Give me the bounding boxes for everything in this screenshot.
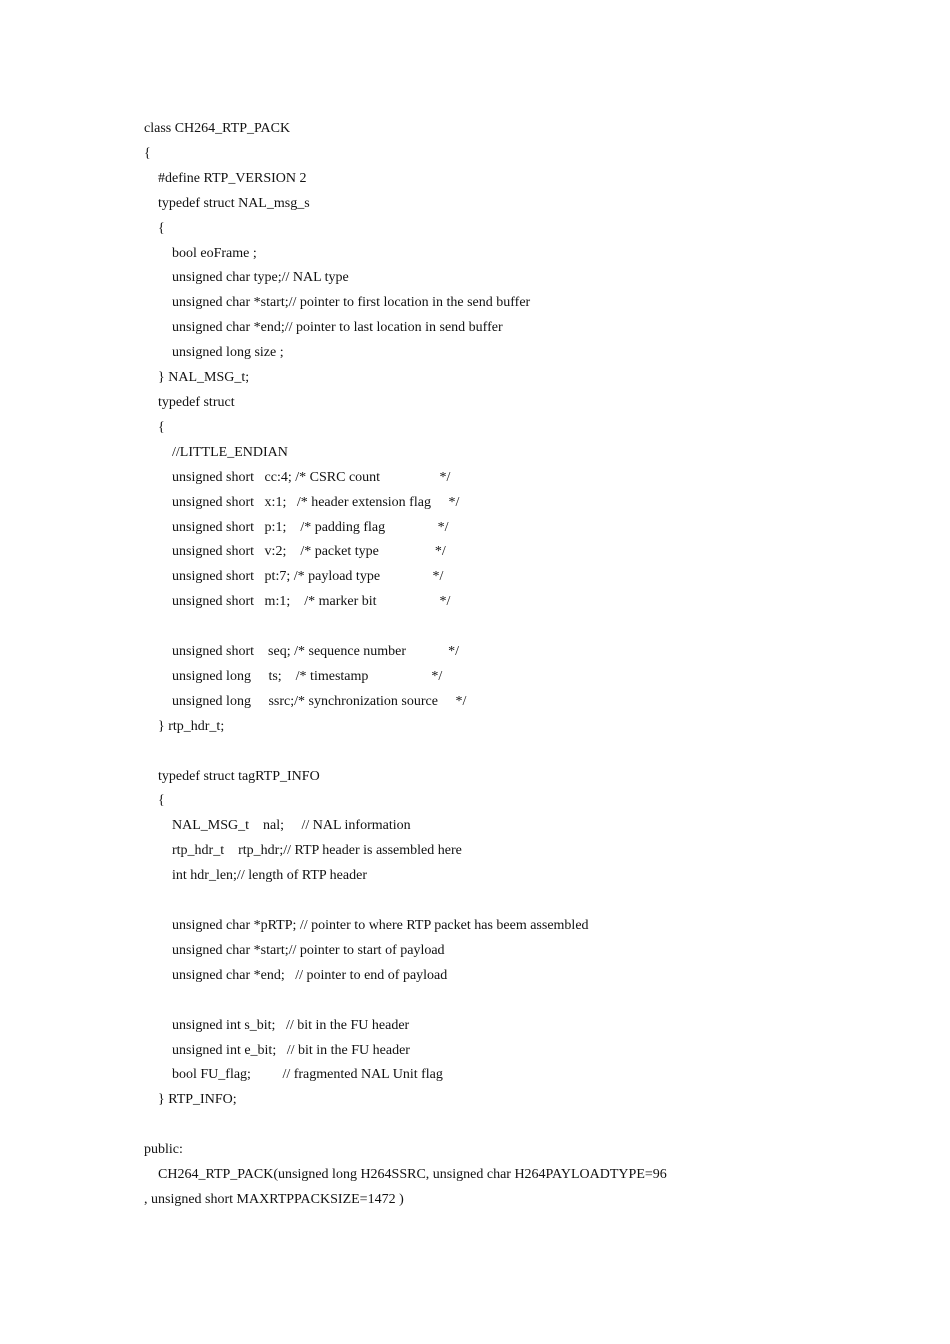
code-line: typedef struct [144,394,235,410]
code-line: } rtp_hdr_t; [144,718,225,734]
code-line: unsigned char *end;// pointer to last location in send buffer [144,320,503,336]
code-line: unsigned char *end; // pointer to end of payload [144,967,448,983]
code-line: unsigned char *pRTP; // pointer to where RTP packet has beem assembled [144,918,589,933]
code-line: unsigned long ssrc;/* synchronization source */ [144,693,467,709]
code-line: unsigned short seq; /* sequence number */ [144,644,459,660]
code-line: NAL_MSG_t nal; // NAL information [144,818,411,834]
code-line [144,989,904,1014]
code-line: public: [144,1142,183,1158]
code-line: unsigned char *start;// pointer to start of payload [144,942,445,958]
code-line [144,889,904,914]
code-line [144,615,904,640]
code-line: #define RTP_VERSION 2 [144,170,307,186]
code-line: { [144,220,165,236]
code-line: unsigned short p:1; /* padding flag */ [144,519,449,535]
code-line: bool eoFrame ; [144,245,257,261]
code-line: unsigned short m:1; /* marker bit */ [144,594,451,610]
code-line: CH264_RTP_PACK(unsigned long H264SSRC, unsigned char H264PAYLOADTYPE=96 [144,1167,667,1183]
code-line [144,1113,904,1138]
code-line: } RTP_INFO; [144,1092,237,1108]
code-line: typedef struct tagRTP_INFO [144,768,320,784]
code-line: unsigned char type;// NAL type [144,270,349,286]
code-line: unsigned short pt:7; /* payload type */ [144,569,444,585]
code-line: rtp_hdr_t rtp_hdr;// RTP header is assembled here [144,843,462,859]
code-line: int hdr_len;// length of RTP header [144,868,367,884]
code-line: unsigned short v:2; /* packet type */ [144,544,446,560]
code-listing [144,117,904,1213]
code-line: bool FU_flag; // fragmented NAL Unit flag [144,1067,443,1083]
code-line: { [144,793,165,809]
code-line: typedef struct NAL_msg_s [144,195,310,211]
code-line: unsigned int s_bit; // bit in the FU header [144,1017,410,1033]
code-line: unsigned int e_bit; // bit in the FU header [144,1042,410,1058]
code-line [144,740,904,765]
code-line: unsigned short cc:4; /* CSRC count */ [144,469,451,485]
code-line: unsigned long size ; [144,345,284,361]
code-line: , unsigned short MAXRTPPACKSIZE=1472 ) [144,1191,404,1207]
code-line: { [144,419,165,435]
code-line: } NAL_MSG_t; [144,370,250,386]
code-line: class CH264_RTP_PACK [144,121,291,136]
code-line: { [144,145,151,161]
code-line: unsigned long ts; /* timestamp */ [144,668,443,684]
code-line: //LITTLE_ENDIAN [144,444,288,460]
code-line: unsigned char *start;// pointer to first location in the send buffer [144,295,531,311]
code-line: unsigned short x:1; /* header extension flag */ [144,494,460,510]
